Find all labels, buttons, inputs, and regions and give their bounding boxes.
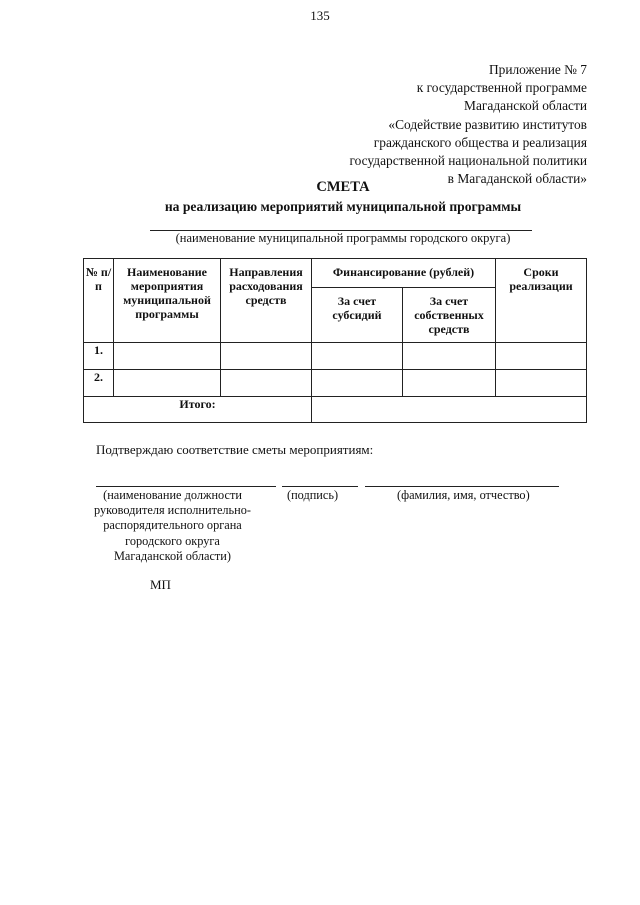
fio-signature-line [365, 486, 559, 487]
appendix-line: Магаданской области [464, 98, 587, 114]
position-caption-line: городского округа [125, 533, 220, 548]
table-cell [114, 343, 221, 370]
fio-caption: (фамилия, имя, отчество) [397, 488, 530, 502]
appendix-line: «Содействие развитию институтов [388, 116, 587, 132]
total-row [84, 397, 587, 423]
table-cell [221, 343, 312, 370]
header-event-name: Наименование мероприятия муниципальной программы [114, 259, 221, 343]
table-cell [496, 343, 587, 370]
row-number: 2. [84, 370, 114, 397]
program-name-caption: (наименование муниципальной программы городского округа) [175, 231, 511, 245]
table-row [84, 343, 587, 370]
table-cell [221, 370, 312, 397]
position-caption [94, 488, 251, 564]
page-number: 135 [310, 8, 330, 23]
document-subtitle: на реализацию мероприятий муниципальной программы [164, 199, 522, 214]
document-title: СМЕТА [316, 179, 370, 195]
appendix-header [349, 61, 587, 188]
signature-caption: (подпись) [287, 488, 339, 502]
signature-line [282, 486, 358, 487]
stamp-place: МП [150, 577, 171, 592]
estimate-table [83, 258, 587, 423]
total-value-cell [312, 397, 587, 423]
table-row [84, 370, 587, 397]
header-terms: Сроки реализации [496, 259, 587, 343]
position-caption-line: руководителя исполнительно- [94, 503, 251, 518]
position-signature-line [96, 486, 276, 487]
total-label: Итого: [84, 397, 312, 423]
table-cell [114, 370, 221, 397]
header-financing: Финансирование (рублей) [312, 259, 496, 288]
position-caption-line: (наименование должности [103, 488, 242, 502]
appendix-line: государственной национальной политики [349, 153, 587, 169]
position-caption-line: Магаданской области) [113, 548, 231, 563]
position-caption-line: распорядительного органа [103, 518, 242, 533]
header-num: № п/п [84, 259, 114, 343]
confirmation-text: Подтверждаю соответствие сметы мероприятиям: [96, 442, 374, 457]
header-subsidies: За счет субсидий [312, 288, 403, 343]
table-cell [496, 370, 587, 397]
header-own-funds: За счет собственных средств [403, 288, 496, 343]
table-cell [403, 370, 496, 397]
table-cell [403, 343, 496, 370]
header-expense-direction: Направления расходования средств [221, 259, 312, 343]
appendix-line: в Магаданской области» [447, 171, 587, 187]
row-number: 1. [84, 343, 114, 370]
appendix-line: гражданского общества и реализация [373, 134, 587, 150]
table-header-row [84, 259, 587, 288]
appendix-line: Приложение № 7 [488, 62, 587, 77]
appendix-line: к государственной программе [416, 80, 587, 96]
table-cell [312, 343, 403, 370]
table-cell [312, 370, 403, 397]
